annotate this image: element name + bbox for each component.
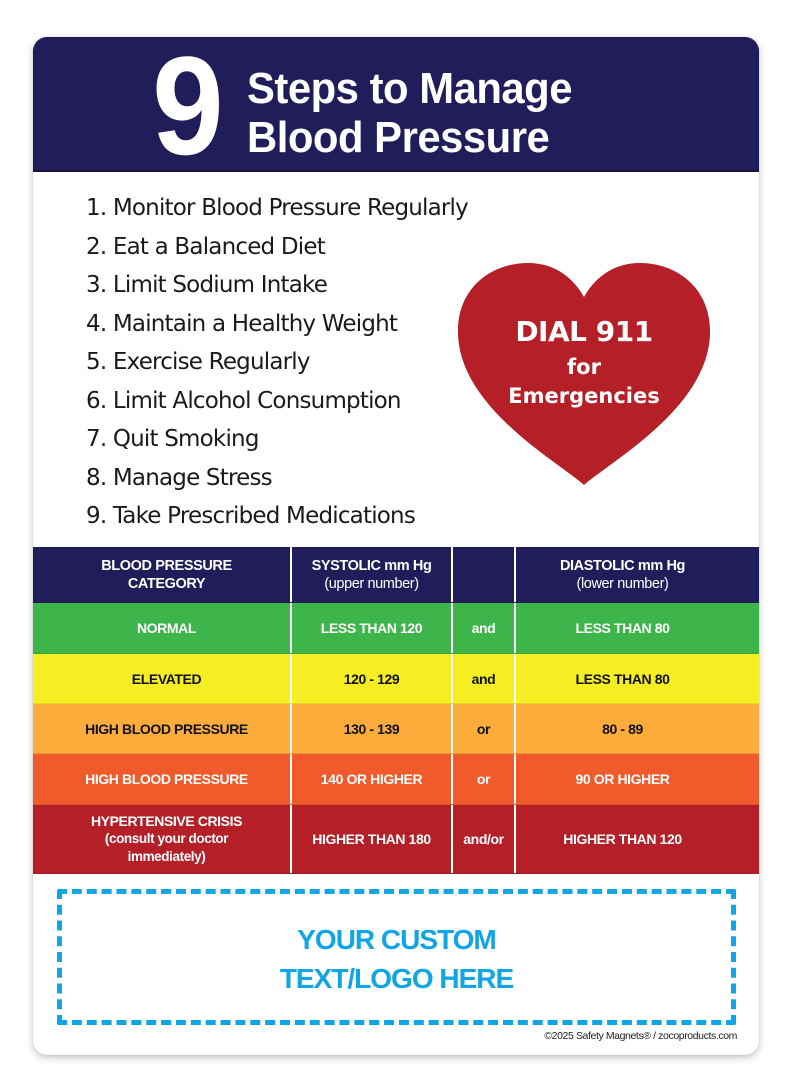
category-cell: HIGH BLOOD PRESSURE — [33, 754, 292, 804]
category-cell: ELEVATED — [33, 654, 292, 703]
copyright-text: ©2025 Safety Magnets® / zocoproducts.com — [544, 1030, 737, 1042]
list-item: 8. Manage Stress — [86, 464, 272, 491]
systolic-cell: 130 - 139 — [292, 704, 453, 753]
sign-title-line-1: Steps to Manage — [247, 64, 573, 113]
diastolic-cell: LESS THAN 80 — [575, 670, 670, 687]
table-row-hypertensive-crisis — [33, 805, 759, 874]
column-header-category: BLOOD PRESSURE CATEGORY — [33, 547, 292, 602]
list-item: 3. Limit Sodium Intake — [86, 272, 328, 298]
category-cell: NORMAL — [33, 603, 292, 653]
diastolic-cell: 90 OR HIGHER — [575, 771, 670, 787]
emergencies-text: Emergencies — [508, 384, 660, 408]
table-header-row — [33, 547, 759, 603]
systolic-cell: 120 - 129 — [292, 654, 453, 703]
sign-header — [33, 37, 759, 184]
systolic-cell: 140 OR HIGHER — [292, 754, 453, 804]
list-item: 9. Take Prescribed Medications — [86, 503, 416, 529]
list-item: 6. Limit Alcohol Consumption — [86, 387, 401, 414]
column-header-connector — [453, 547, 516, 602]
list-item: 5. Exercise Regularly — [86, 349, 310, 375]
connector-cell: and/or — [453, 805, 516, 873]
list-item: 1. Monitor Blood Pressure Regularly — [86, 195, 468, 221]
custom-logo-area — [57, 889, 736, 1025]
systolic-cell: LESS THAN 120 — [292, 603, 453, 653]
blood-pressure-table — [33, 547, 759, 874]
connector-cell: and — [453, 603, 516, 653]
for-text: for — [567, 355, 601, 379]
steps-list — [86, 189, 486, 536]
blood-pressure-sign — [33, 37, 759, 1055]
category-cell: HIGH BLOOD PRESSURE — [33, 704, 292, 753]
steps-count: 9 — [152, 37, 222, 184]
column-header-diastolic: DIASTOLIC mm Hg (lower number) — [559, 557, 686, 592]
diastolic-cell: 80 - 89 — [602, 720, 643, 737]
connector-cell: and — [453, 654, 516, 703]
diastolic-cell: HIGHER THAN 120 — [563, 831, 682, 847]
table-row-elevated — [33, 654, 759, 704]
list-item: 2. Eat a Balanced Diet — [86, 233, 325, 260]
dial-911-text: DIAL 911 — [515, 315, 653, 348]
column-header-systolic: SYSTOLIC mm Hg (upper number) — [292, 547, 453, 602]
table-row-high-stage-2 — [33, 754, 759, 805]
custom-placeholder-text: YOUR CUSTOM TEXT/LOGO HERE — [279, 924, 514, 994]
category-cell: HYPERTENSIVE CRISIS (consult your doctor immediately) — [33, 805, 292, 873]
systolic-cell: HIGHER THAN 180 — [292, 805, 453, 873]
list-item: 4. Maintain a Healthy Weight — [86, 310, 398, 337]
table-row-high-stage-1 — [33, 704, 759, 754]
connector-cell: or — [453, 754, 516, 804]
sign-title-line-2: Blood Pressure — [247, 113, 550, 162]
diastolic-cell: LESS THAN 80 — [575, 620, 670, 636]
table-row-normal — [33, 603, 759, 654]
emergency-heart — [456, 263, 712, 485]
list-item: 7. Quit Smoking — [86, 426, 259, 452]
connector-cell: or — [453, 704, 516, 753]
